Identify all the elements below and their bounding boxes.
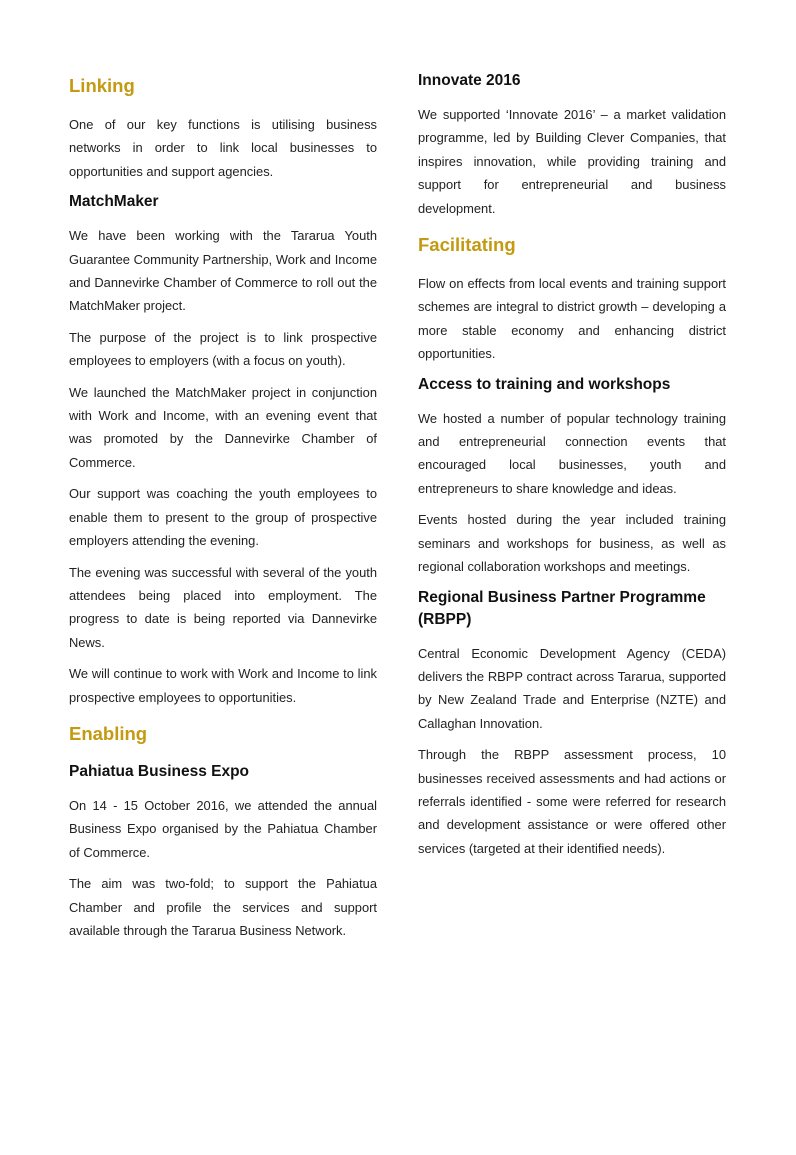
paragraph-rbpp-2: Through the RBPP assessment process, 10 businesses received assessments and had actions or referrals identified - some were referred for research and development assistance or were offered other services (targeted at their identified needs).	[418, 747, 726, 856]
paragraph-matchmaker-3: We launched the MatchMaker project in conjunction with Work and Income, with an evening event that was promoted by the Dannevirke Chamber of Commerce.	[69, 384, 377, 470]
section-heading-facilitating: Facilitating	[418, 234, 516, 256]
subheading-access-to-training: Access to training and workshops	[418, 375, 671, 393]
paragraph-training-2: Events hosted during the year included training seminars and workshops for business, as well as regional collaboration workshops and meetings.	[418, 512, 726, 575]
paragraph-expo-2: The aim was two-fold; to support the Pahiatua Chamber and profile the services and support available through the Tararua Business Network.	[69, 876, 377, 938]
paragraph-rbpp-1: Central Economic Development Agency (CEDA) delivers the RBPP contract across Tararua, supported by New Zealand Trade and Enterprise (NZTE) and Callaghan Innovation.	[418, 645, 726, 731]
paragraph-matchmaker-1: We have been working with the Tararua Youth Guarantee Community Partnership, Work and Income and Dannevirke Chamber of Commerce to roll out the MatchMaker project.	[69, 228, 377, 314]
paragraph-matchmaker-5: The evening was successful with several of the youth attendees being placed into employment. The progress to date is being reported via Dannevirke News.	[69, 564, 377, 650]
paragraph-facilitating-1: Flow on effects from local events and training support schemes are integral to district growth – developing a more stable economy and enhancing district opportunities.	[418, 276, 726, 362]
paragraph-matchmaker-2: The purpose of the project is to link prospective employees to employers (with a focus on youth).	[69, 329, 377, 369]
paragraph-expo-1: On 14 - 15 October 2016, we attended the annual Business Expo organised by the Pahiatua Chamber of Commerce.	[69, 797, 377, 860]
paragraph-training-1: We hosted a number of popular technology training and entrepreneurial connection events that encouraged local businesses, youth and entrepreneurs to share knowledge and ideas.	[418, 410, 726, 496]
paragraph-linking-1: One of our key functions is utilising business networks in order to link local businesses to opportunities and support agencies.	[69, 117, 377, 179]
paragraph-innovate-1: We supported ‘Innovate 2016’ – a market validation programme, led by Building Clever Companies, that inspires innovation, while providing training and support for entrepreneurial and business development.	[418, 107, 726, 216]
section-heading-linking: Linking	[69, 75, 135, 96]
paragraph-matchmaker-6: We will continue to work with Work and Income to link prospective employees to opportunities.	[69, 666, 377, 705]
right-column	[418, 62, 726, 868]
subheading-innovate-2016: Innovate 2016	[418, 72, 521, 89]
subheading-matchmaker: MatchMaker	[69, 193, 159, 211]
paragraph-matchmaker-4: Our support was coaching the youth employees to enable them to present to the group of prospective employers attending the evening.	[69, 486, 377, 549]
subheading-rbpp: Regional Business Partner Programme (RBPP)	[418, 588, 706, 628]
left-column	[69, 62, 377, 950]
section-heading-enabling: Enabling	[69, 722, 148, 744]
subheading-pahiatua-business-expo: Pahiatua Business Expo	[69, 762, 250, 780]
